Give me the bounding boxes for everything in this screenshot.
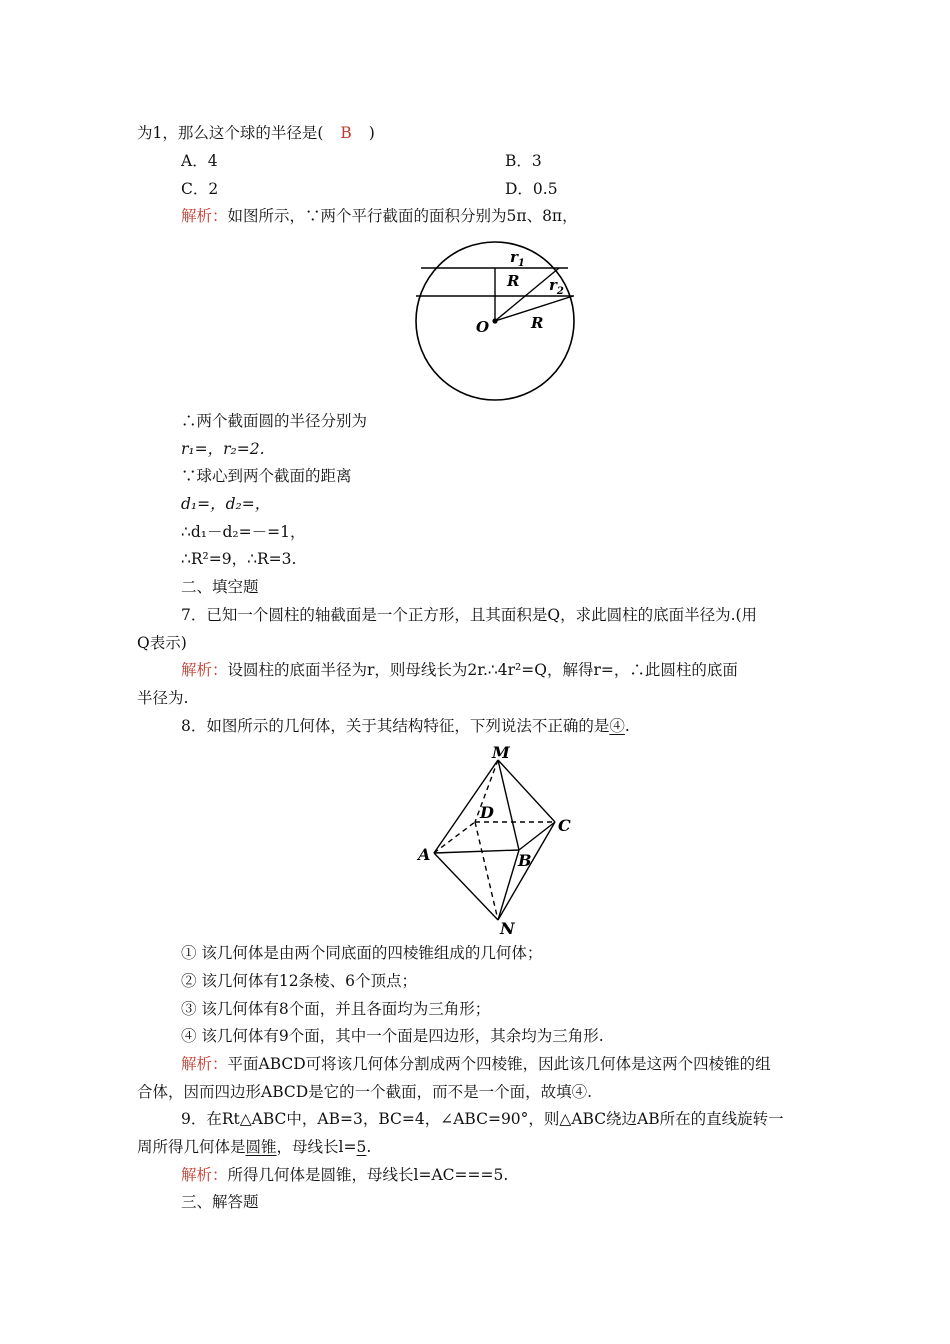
q8-statement-1: ① 该几何体是由两个同底面的四棱锥组成的几何体； [181,944,543,962]
label-O: O [476,318,490,336]
q9-answer-length: 5 [356,1138,367,1156]
q8-stem-end: . [624,717,630,735]
label-M: M [492,743,510,762]
q8-analysis-label: 解析： [181,1055,228,1073]
q8-statement-2: ② 该几何体有12条棱、6个顶点； [181,972,418,990]
q8-statement-3: ③ 该几何体有8个面，并且各面均为三角形； [181,1000,491,1018]
q8-analysis [181,1054,771,1074]
edge-AB [434,850,519,853]
section-heading-solve: 三、解答题 [181,1193,259,1211]
q9-answer-shape: 圆锥 [245,1138,277,1156]
label-r1: $r_1$ [510,248,525,269]
q6-close: ) [368,124,375,142]
q8-line-1 [181,716,630,736]
q6-stem [137,123,375,143]
label-N: N [500,919,515,938]
q8-statement-4: ④ 该几何体有9个面，其中一个面是四边形，其余均为三角形. [181,1027,604,1045]
label-B: B [518,851,532,870]
sphere-figure [410,236,580,406]
q8-answer: ④ [609,717,625,735]
q7-analysis [181,660,738,680]
octahedron-figure [412,740,582,940]
edge-AD [434,822,475,853]
label-A: A [418,845,431,864]
edge-BC [519,822,555,850]
edge-CN [498,822,555,920]
q6-after-3: ∵球心到两个截面的距离 [181,467,352,485]
q6-after-2: r₁=，r₂=2. [181,440,265,458]
q6-answer: B [340,124,352,142]
q9-analysis-text: 所得几何体是圆锥，母线长l=AC===5. [227,1166,509,1184]
q6-option-d: D．0.5 [505,180,558,198]
q7-analysis-label: 解析： [181,661,228,679]
q9-line-1: 9．在Rt△ABC中，AB=3，BC=4，∠ABC=90°，则△ABC绕边AB所在的直线旋转一 [181,1110,784,1128]
label-r2: $r_2$ [549,276,564,297]
section-heading-fill-in: 二、填空题 [181,578,259,596]
q6-after-1: ∴两个截面圆的半径分别为 [181,412,368,430]
q6-after-4: d₁=，d₂=， [181,495,271,513]
q6-option-c: C．2 [181,180,219,198]
q6-after-6: ∴R²=9，∴R=3. [181,550,297,568]
label-R-bottom: R [531,314,544,332]
edge-MB [498,760,519,850]
edge-MC [498,760,555,822]
q9-analysis-label: 解析： [181,1166,228,1184]
label-D: D [480,803,494,822]
q7-line-1: 7．已知一个圆柱的轴截面是一个正方形，且其面积是Q，求此圆柱的底面半径为.(用 [181,606,758,624]
center-dot [492,318,497,323]
edge-AN [434,853,498,920]
q8-analysis-2: 合体，因而四边形ABCD是它的一个截面，而不是一个面，故填④. [137,1083,593,1101]
q7-line-2: Q表示) [137,634,187,652]
q6-stem-text: 为1，那么这个球的半径是( [137,124,324,142]
q6-option-b: B．3 [505,152,542,170]
q6-option-a: A．4 [181,152,218,170]
q9-stem: 周所得几何体是 [137,1138,246,1156]
q7-analysis-2: 半径为. [137,689,189,707]
q6-analysis-text: 如图所示，∵两个平行截面的面积分别为5π、8π， [227,207,578,225]
q7-analysis-text: 设圆柱的底面半径为r，则母线长为2r.∴4r²=Q，解得r=，∴此圆柱的底面 [227,661,738,679]
q9-stem-mid: ，母线长l= [276,1138,357,1156]
q6-analysis [181,206,578,226]
q9-analysis [181,1165,508,1185]
label-C: C [558,816,571,835]
q6-after-5: ∴d₁－d₂=－=1， [181,523,306,541]
edge-BN [498,850,519,920]
label-R-top: R [507,272,520,290]
edge-DN [475,822,498,920]
q8-analysis-text: 平面ABCD可将该几何体分割成两个四棱锥，因此该几何体是这两个四棱锥的组 [227,1055,771,1073]
q9-stem-end: . [366,1138,372,1156]
q9-line-2 [137,1137,371,1157]
q6-analysis-label: 解析： [181,207,228,225]
q8-stem: 8．如图所示的几何体，关于其结构特征，下列说法不正确的是 [181,717,610,735]
